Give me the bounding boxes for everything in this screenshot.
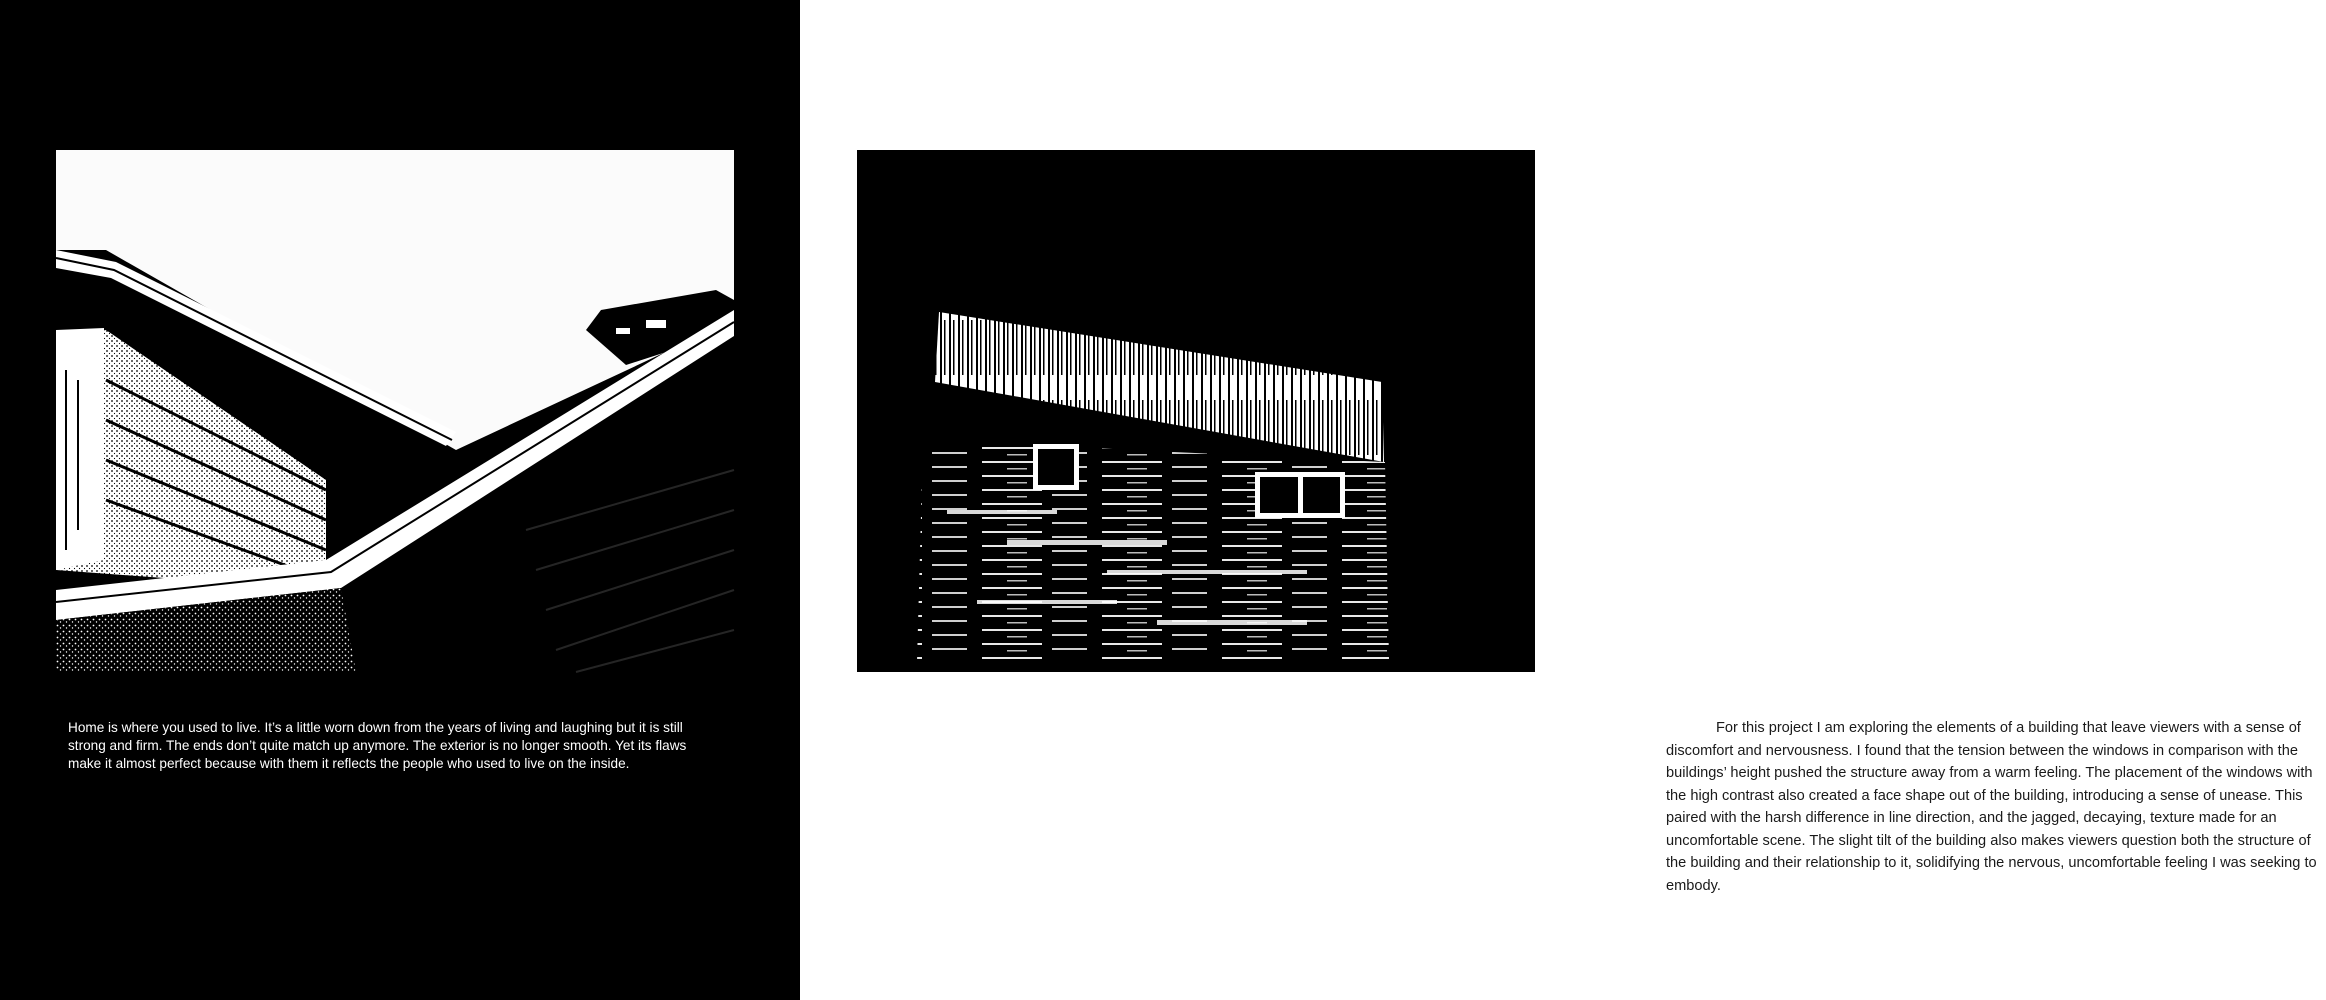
rooftop-drawing-svg [56,150,734,672]
right-caption: For this project I am exploring the elements of a building that leave viewers with a sense of discomfort and nervousness. I found that the tension between the windows in comparison with the buildings’ height pushed the structure away from a warm feeling. The placement of the windows with the high contrast also created a face shape out of the building, introducing a sense of unease. This paired with the harsh difference in line direction, and the jagged, decaying, texture made for an uncomfortable scene. The slight tilt of the building also makes viewers question both the structure of the building and their relationship to it, solidifying the nervous, uncomfortable feeling I was seeking to embody. [1666,720,2317,894]
left-page [0,0,800,1000]
building-ink-drawing [857,150,1535,672]
left-caption: Home is where you used to live. It’s a little worn down from the years of living and laughing but it is still strong and firm. The ends don’t quite match up anymore. The exterior is no longer smooth. Yet its flaws make it almost perfect because with them it reflects the people who used to live on the inside. [68,720,687,771]
right-page [800,0,2317,1000]
rooftop-ink-drawing [56,150,734,672]
building-drawing-svg [857,150,1535,672]
